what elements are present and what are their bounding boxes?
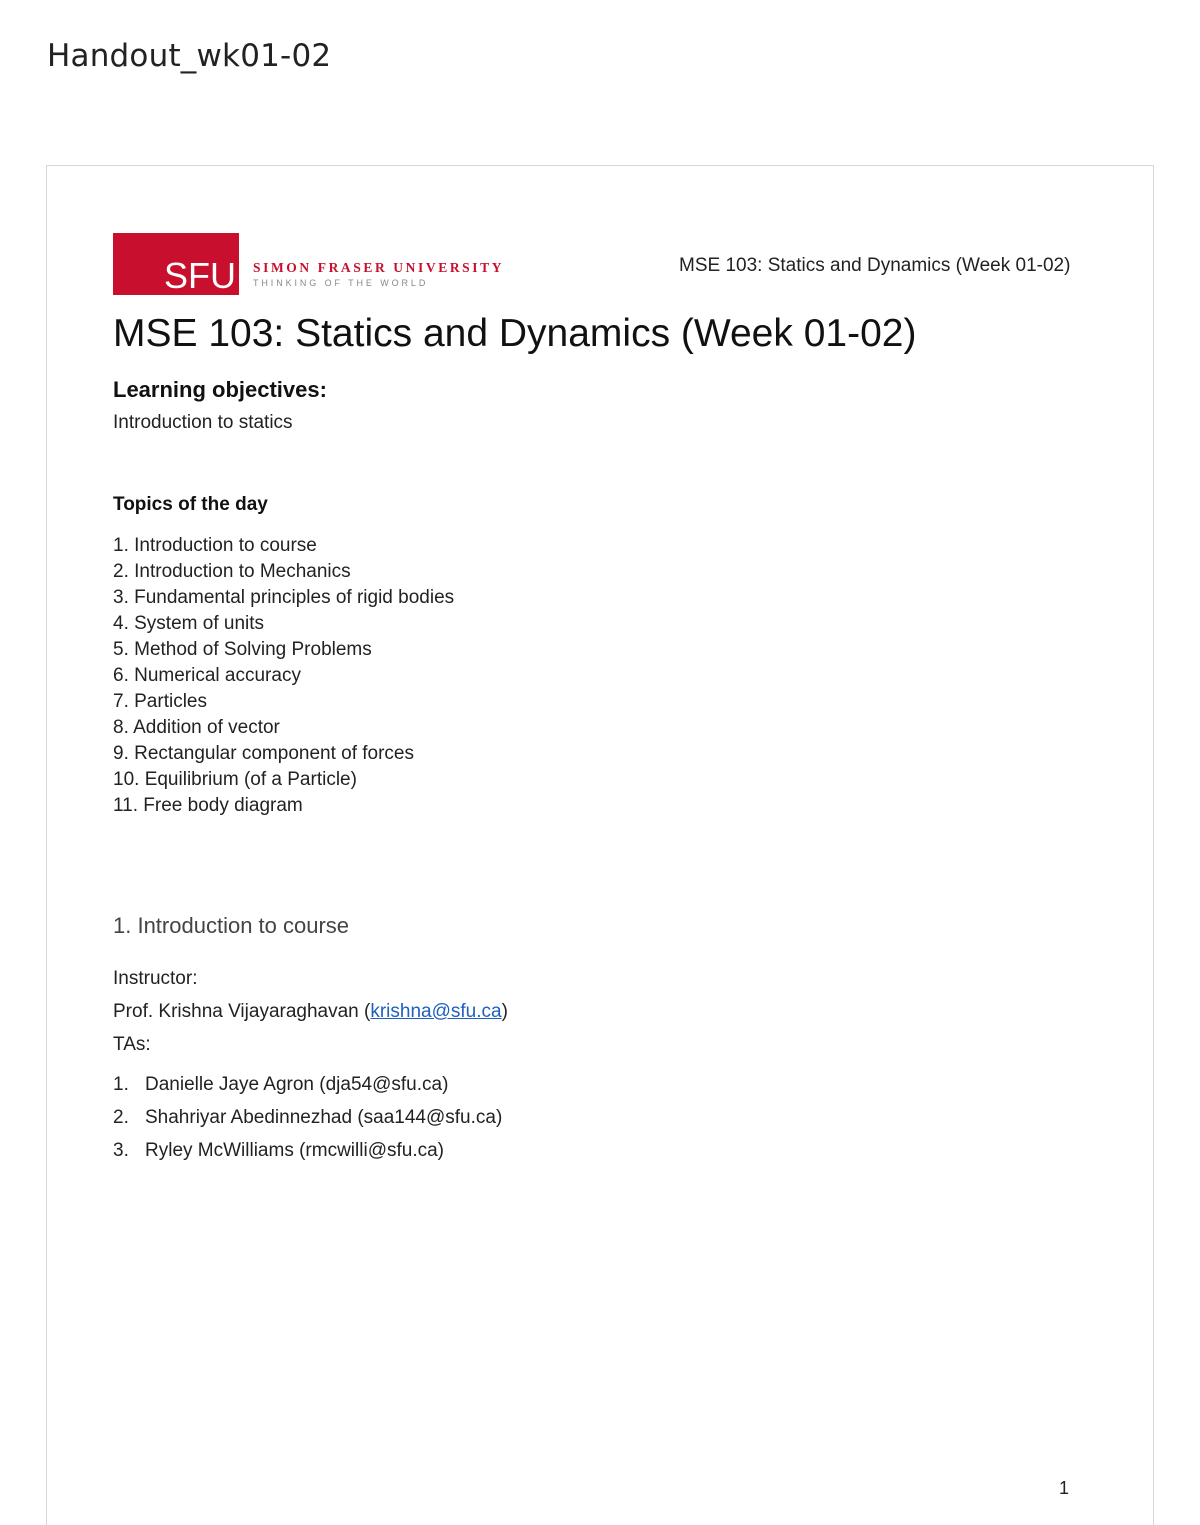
topic-item: 8. Addition of vector xyxy=(113,717,280,738)
sfu-logo xyxy=(113,233,533,297)
topic-item: 6. Numerical accuracy xyxy=(113,665,301,686)
instructor-name: Prof. Krishna Vijayaraghavan ( xyxy=(113,1001,371,1022)
section-heading: 1. Introduction to course xyxy=(113,913,350,938)
tas-label: TAs: xyxy=(113,1034,151,1055)
document-title: MSE 103: Statics and Dynamics (Week 01-02) xyxy=(113,312,917,355)
ta-text: Ryley McWilliams (rmcwilli@sfu.ca) xyxy=(145,1140,444,1161)
logo-university-name: SIMON FRASER UNIVERSITY xyxy=(253,260,505,275)
topic-item: 4. System of units xyxy=(113,613,265,634)
learning-objectives-text: Introduction to statics xyxy=(113,412,293,433)
ta-item xyxy=(113,1134,502,1167)
topic-item: 1. Introduction to course xyxy=(113,535,317,556)
page-number: 1 xyxy=(1059,1478,1070,1498)
ta-item xyxy=(113,1101,502,1134)
topic-item: 3. Fundamental principles of rigid bodies xyxy=(113,587,455,608)
ta-number: 1. xyxy=(113,1074,129,1095)
learning-objectives-heading: Learning objectives: xyxy=(113,377,327,402)
logo-tagline: THINKING OF THE WORLD xyxy=(253,278,429,288)
topic-item: 11. Free body diagram xyxy=(113,795,303,816)
document-page xyxy=(46,165,1154,1525)
ta-text: Danielle Jaye Agron (dja54@sfu.ca) xyxy=(145,1074,449,1095)
instructor-line xyxy=(113,1001,508,1023)
topic-item: 10. Equilibrium (of a Particle) xyxy=(113,769,357,790)
topic-item: 7. Particles xyxy=(113,691,207,712)
topics-heading: Topics of the day xyxy=(113,494,268,515)
instructor-email-link[interactable]: krishna@sfu.ca xyxy=(370,1001,502,1022)
topic-item: 9. Rectangular component of forces xyxy=(113,743,415,764)
topic-item: 5. Method of Solving Problems xyxy=(113,639,372,660)
ta-number: 3. xyxy=(113,1140,129,1161)
ta-item xyxy=(113,1068,502,1101)
logo-red-box xyxy=(113,233,239,295)
file-title: Handout_wk01-02 xyxy=(47,38,332,74)
running-header: MSE 103: Statics and Dynamics (Week 01-02) xyxy=(679,255,1071,276)
instructor-label: Instructor: xyxy=(113,968,198,989)
topics-list xyxy=(113,533,454,819)
ta-list xyxy=(113,1068,502,1167)
logo-abbr: SFU xyxy=(164,255,236,296)
topic-item: 2. Introduction to Mechanics xyxy=(113,561,351,582)
instructor-close-paren: ) xyxy=(501,1001,508,1022)
ta-number: 2. xyxy=(113,1107,129,1128)
ta-text: Shahriyar Abedinnezhad (saa144@sfu.ca) xyxy=(145,1107,503,1128)
